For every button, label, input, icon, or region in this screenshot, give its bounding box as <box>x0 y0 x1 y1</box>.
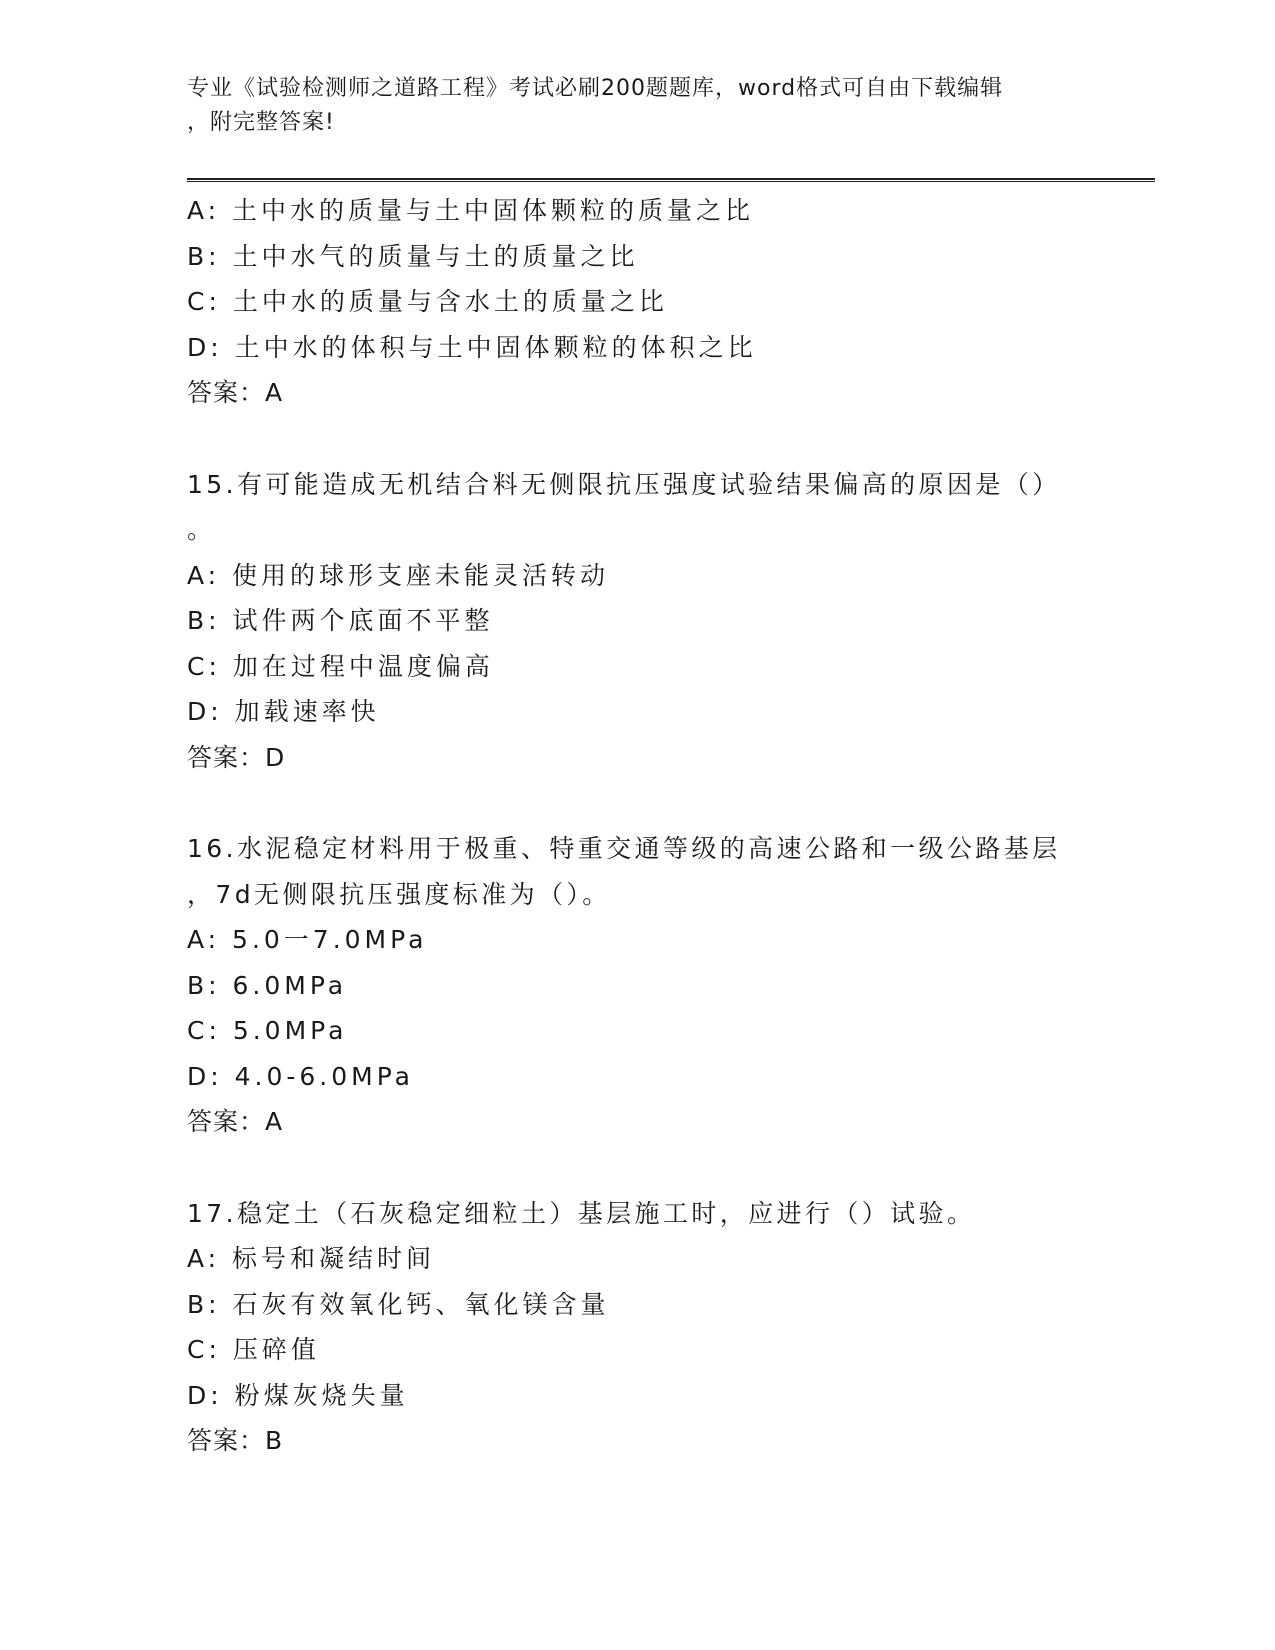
option-a: A: 使用的球形支座未能灵活转动 <box>187 560 610 590</box>
question-stem-continued: ，7d无侧限抗压强度标准为（）。 <box>187 879 611 909</box>
answer: 答案：D <box>187 742 286 772</box>
question-17 <box>187 1191 1087 1464</box>
option-c: C: 压碎值 <box>187 1335 320 1364</box>
question-14 <box>187 188 1087 416</box>
header-title-line2: ，附完整答案! <box>187 110 335 135</box>
question-stem: 16.水泥稳定材料用于极重、特重交通等级的高速公路和一级公路基层 <box>187 834 1061 863</box>
document-header <box>187 72 1067 140</box>
header-divider <box>187 178 1155 182</box>
option-c: C: 加在过程中温度偏高 <box>187 651 494 681</box>
answer: 答案：A <box>187 1107 284 1136</box>
question-stem: 15.有可能造成无机结合料无侧限抗压强度试验结果偏高的原因是（） <box>187 469 1061 499</box>
option-b: B: 6.0MPa <box>187 970 348 1000</box>
option-b: B: 试件两个底面不平整 <box>187 606 494 635</box>
option-a: A: 土中水的质量与土中固体颗粒的质量之比 <box>187 196 755 225</box>
question-gap <box>187 780 1087 826</box>
question-stem: 17.稳定土（石灰稳定细粒土）基层施工时，应进行（）试验。 <box>187 1198 976 1228</box>
option-d: D: 粉煤灰烧失量 <box>187 1380 409 1410</box>
option-d: D: 4.0-6.0MPa <box>187 1061 414 1091</box>
option-b: B: 土中水气的质量与土的质量之比 <box>187 241 639 271</box>
option-d: D: 加载速率快 <box>187 697 380 726</box>
question-16 <box>187 826 1087 1145</box>
option-c: C: 5.0MPa <box>187 1016 348 1045</box>
answer: 答案：A <box>187 378 284 407</box>
question-15 <box>187 462 1087 781</box>
question-gap <box>187 1145 1087 1191</box>
option-d: D: 土中水的体积与土中固体颗粒的体积之比 <box>187 332 757 362</box>
option-b: B: 石灰有效氧化钙、氧化镁含量 <box>187 1289 610 1319</box>
option-c: C: 土中水的质量与含水土的质量之比 <box>187 287 668 316</box>
question-gap <box>187 416 1087 462</box>
answer: 答案：B <box>187 1426 284 1455</box>
question-stem-continued: 。 <box>187 515 216 544</box>
header-title-line1: 专业《试验检测师之道路工程》考试必刷200题题库，word格式可自由下载编辑 <box>187 76 1004 101</box>
question-list <box>187 188 1087 1464</box>
option-a: A: 5.0一7.0MPa <box>187 925 428 954</box>
option-a: A: 标号和凝结时间 <box>187 1244 436 1273</box>
